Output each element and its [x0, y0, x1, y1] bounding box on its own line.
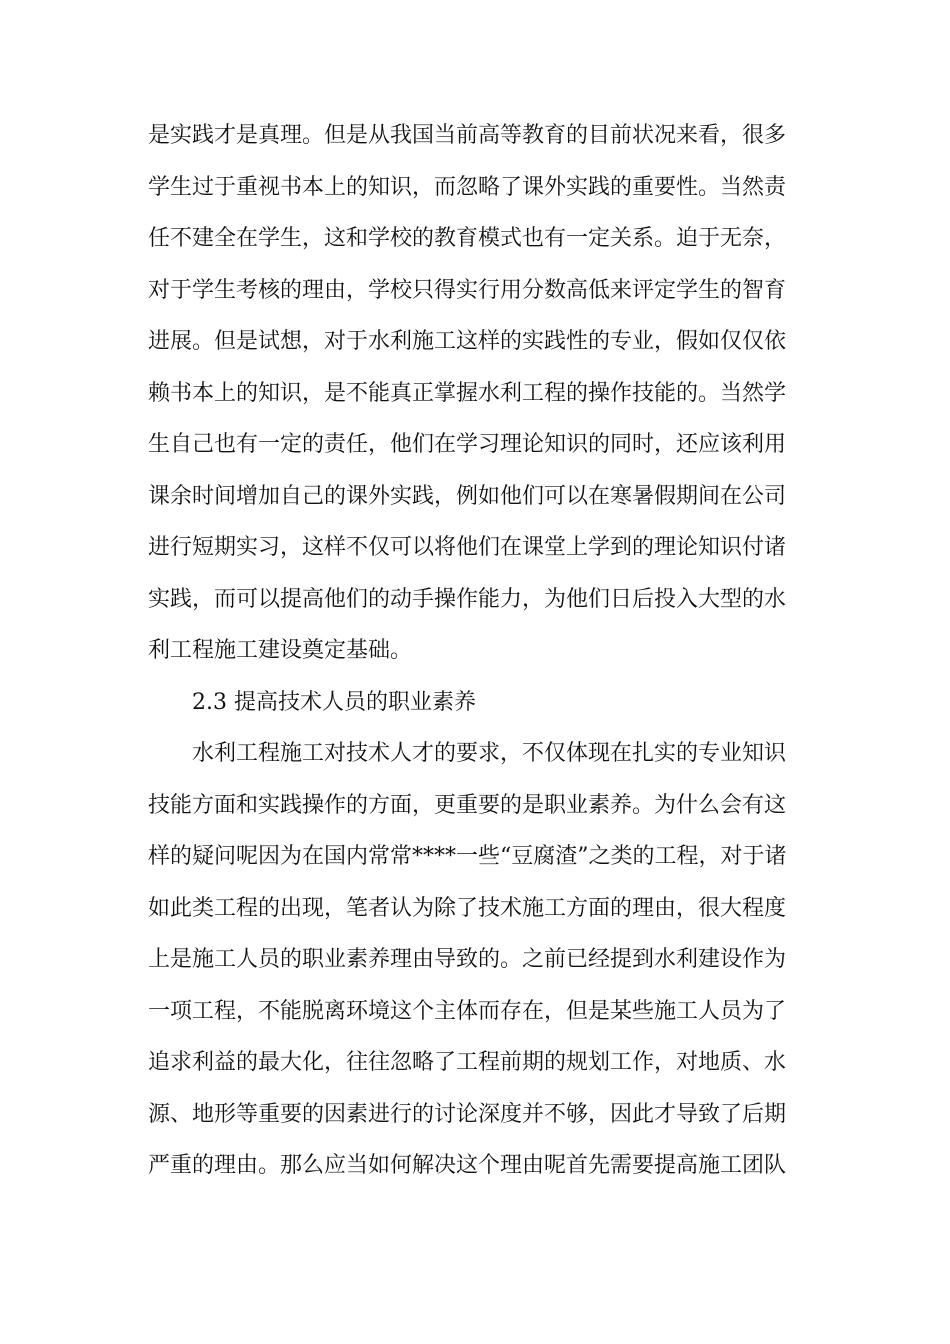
text-line: 赖书本上的知识，是不能真正掌握水利工程的操作技能的。当然学 — [148, 380, 787, 406]
text-line: 如此类工程的出现，笔者认为除了技术施工方面的理由，很大程度 — [148, 895, 787, 921]
text-line: 进行短期实习，这样不仅可以将他们在课堂上学到的理论知识付诸 — [148, 535, 787, 560]
text-line: 样的疑问呢因为在国内常常****一些“豆腐渣”之类的工程，对于诸 — [148, 844, 787, 869]
text-line: 上是施工人员的职业素养理由导致的。之前已经提到水利建设作为 — [148, 947, 787, 972]
text-line: 一项工程，不能脱离环境这个主体而存在，但是某些施工人员为了 — [148, 998, 787, 1024]
section-heading: 2.3 提高技术人员的职业素养 — [192, 689, 476, 715]
text-line: 是实践才是真理。但是从我国当前高等教育的目前状况来看，很多 — [148, 123, 787, 148]
text-line: 学生过于重视书本上的知识，而忽略了课外实践的重要性。当然责 — [148, 174, 787, 200]
text-line: 水利工程施工对技术人才的要求，不仅体现在扎实的专业知识 — [192, 741, 787, 766]
text-line: 技能方面和实践操作的方面，更重要的是职业素养。为什么会有这 — [148, 792, 787, 818]
text-line: 利工程施工建设奠定基础。 — [148, 638, 413, 663]
body-text — [148, 114, 798, 1196]
text-line: 源、地形等重要的因素进行的讨论深度并不够，因此才导致了后期 — [148, 1101, 787, 1127]
text-line: 对于学生考核的理由，学校只得实行用分数高低来评定学生的智育 — [148, 277, 787, 303]
text-line: 追求利益的最大化，往往忽略了工程前期的规划工作，对地质、水 — [148, 1050, 787, 1075]
text-line: 课余时间增加自己的课外实践，例如他们可以在寒暑假期间在公司 — [148, 483, 787, 509]
text-line: 严重的理由。那么应当如何解决这个理由呢首先需要提高施工团队 — [148, 1153, 787, 1178]
text-line: 进展。但是试想，对于水利施工这样的实践性的专业，假如仅仅依 — [148, 329, 787, 354]
text-line: 实践，而可以提高他们的动手操作能力，为他们日后投入大型的水 — [148, 586, 787, 612]
text-line: 任不建全在学生，这和学校的教育模式也有一定关系。迫于无奈， — [148, 226, 787, 251]
text-line: 生自己也有一定的责任，他们在学习理论知识的同时，还应该利用 — [148, 432, 787, 457]
